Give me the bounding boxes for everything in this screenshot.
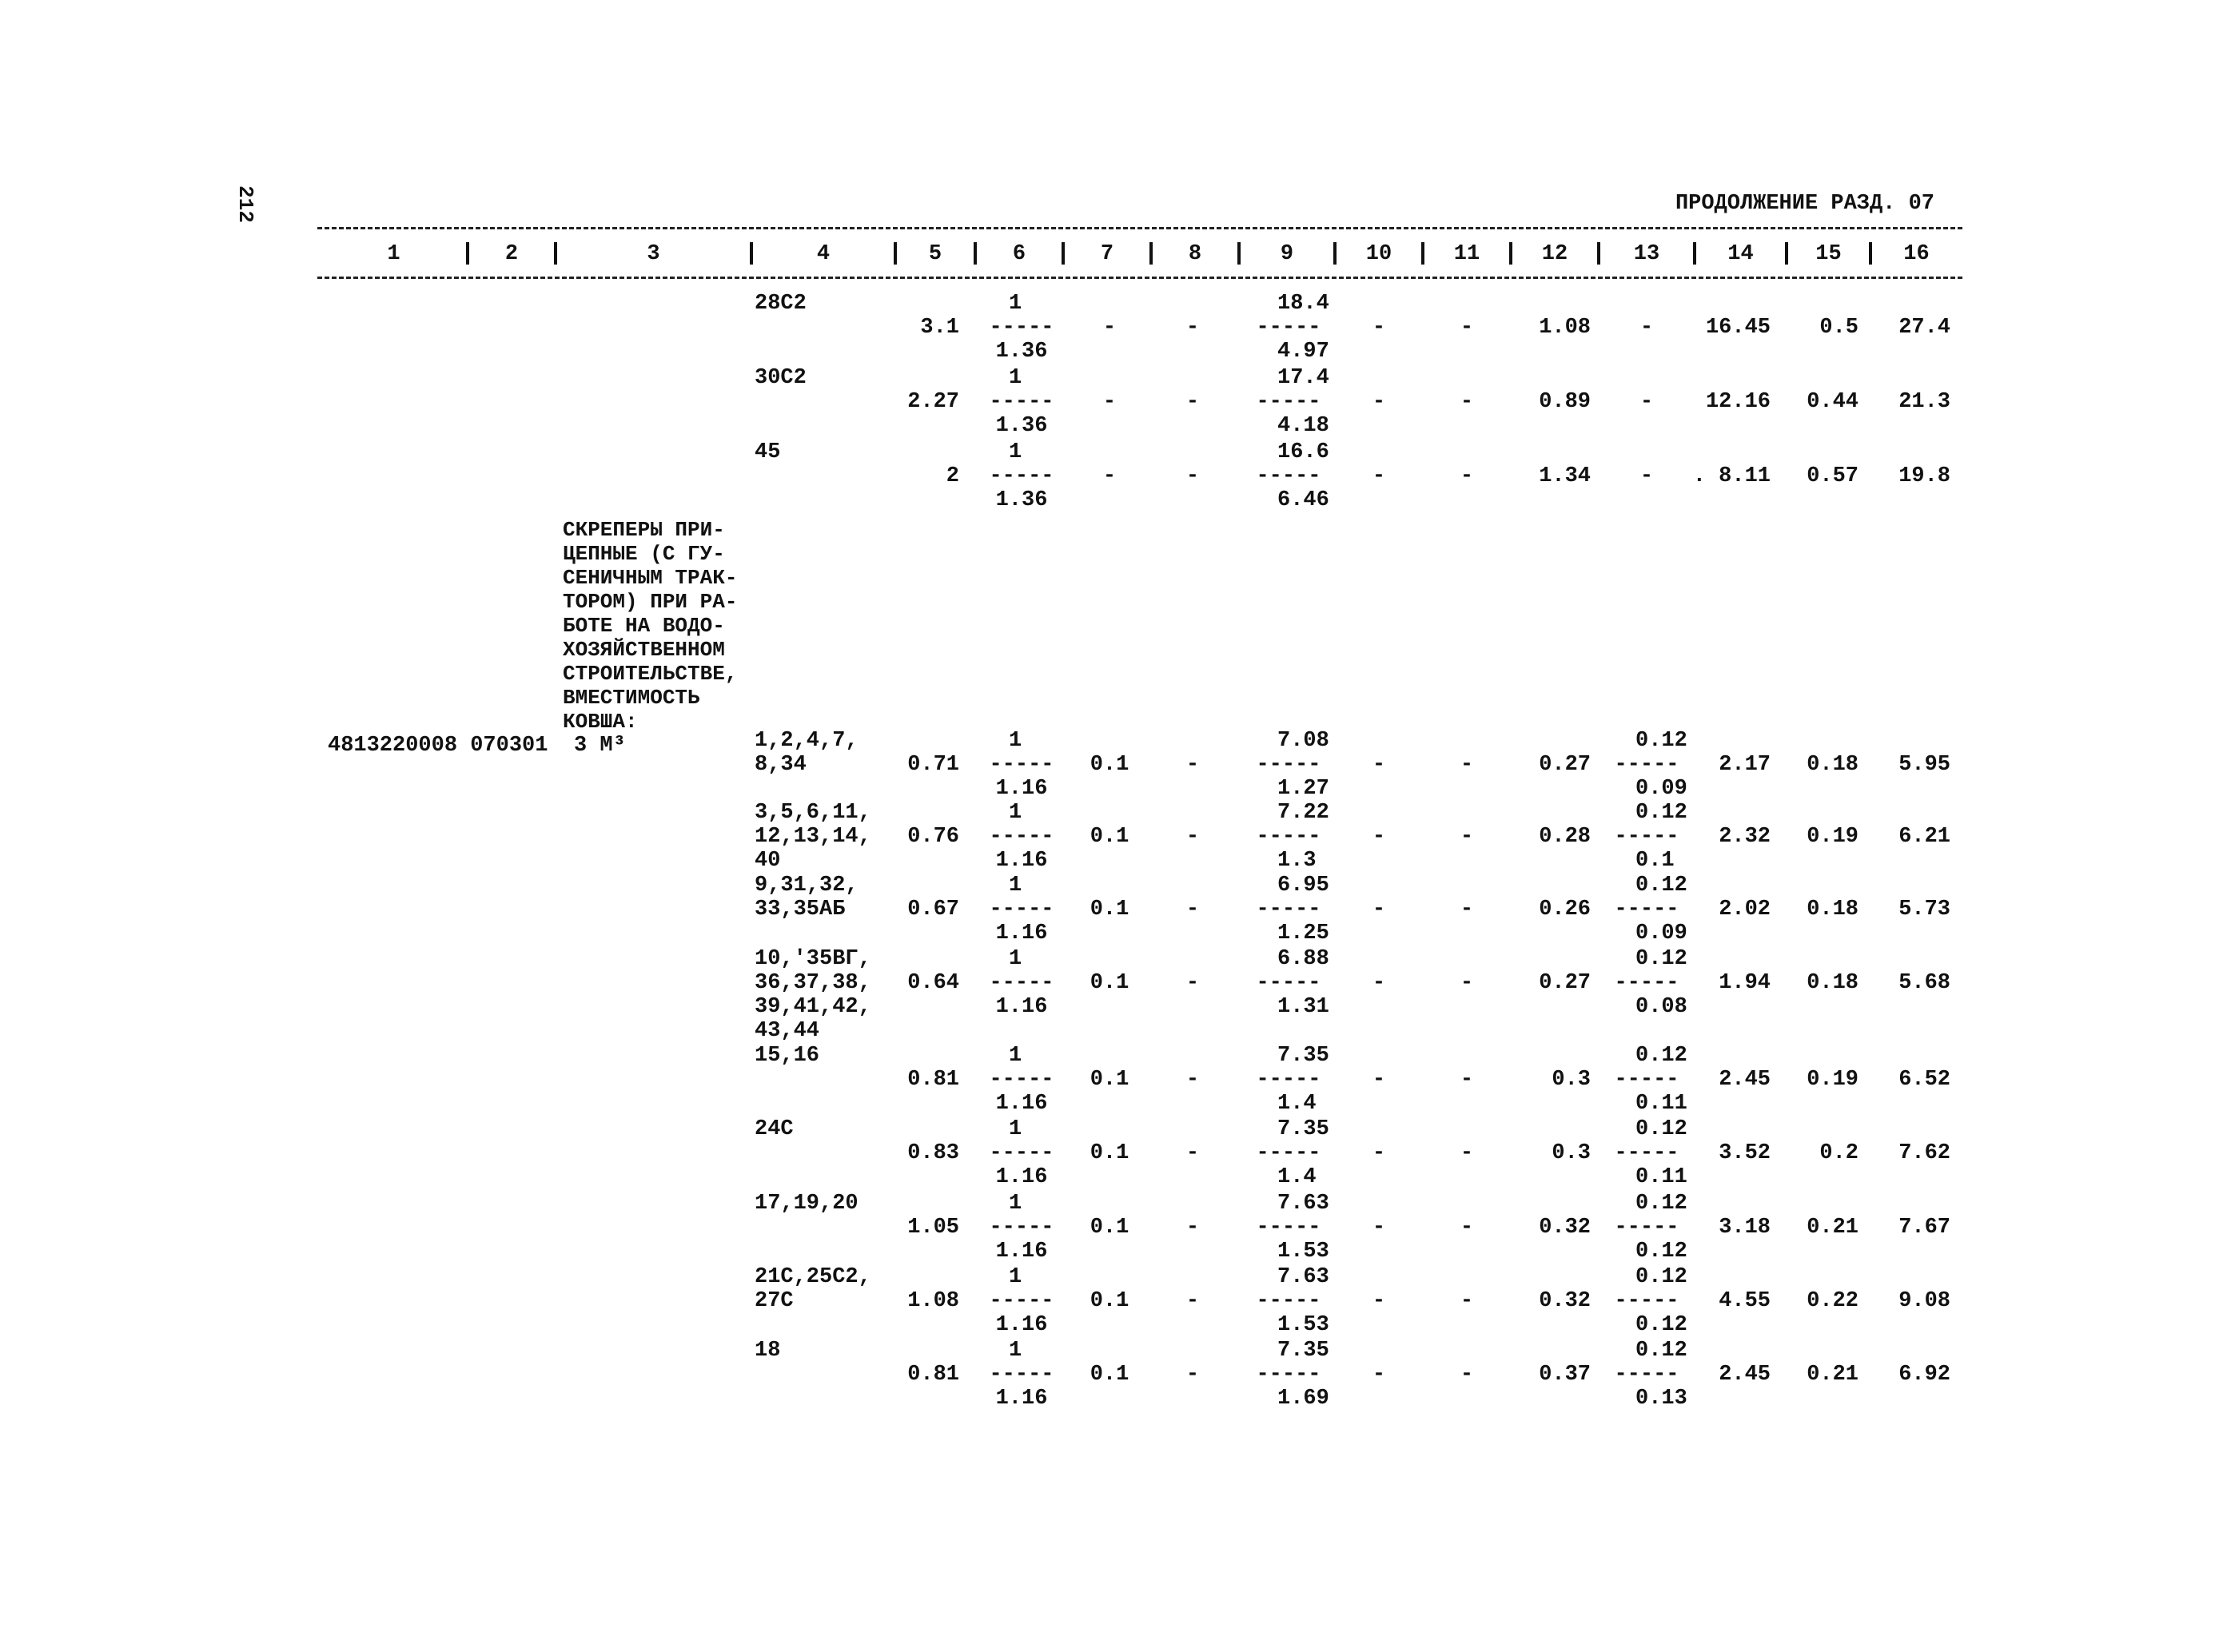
col6-denominator: 1.36 xyxy=(995,414,1048,438)
col6-denominator: 1.36 xyxy=(995,488,1048,512)
col9-fraction-bar: ----- xyxy=(1256,1141,1321,1165)
col13-fraction-bar: ----- xyxy=(1614,971,1679,995)
col13-numerator: 0.12 xyxy=(1635,1117,1687,1141)
col8-value: - xyxy=(1185,1068,1200,1092)
col9-numerator: 7.35 xyxy=(1277,1044,1329,1068)
col9-numerator: 6.88 xyxy=(1277,947,1329,971)
col10-value: - xyxy=(1372,753,1386,777)
col13-numerator: 0.12 xyxy=(1635,1339,1687,1363)
col16-value: 6.21 xyxy=(1898,825,1950,849)
col8-value: - xyxy=(1185,1363,1200,1387)
col7-value: 0.1 xyxy=(1090,753,1129,777)
col15-value: 0.57 xyxy=(1807,464,1858,488)
col12-value: 0.26 xyxy=(1539,898,1591,922)
col9-fraction-bar: ----- xyxy=(1256,464,1321,488)
col16-value: 7.62 xyxy=(1898,1141,1950,1165)
col14-value: 16.45 xyxy=(1705,316,1771,340)
column-header-3: 3 xyxy=(647,242,660,266)
col13-value: - xyxy=(1639,464,1654,488)
col9-denominator: 4.97 xyxy=(1277,340,1329,364)
col7-value: 0.1 xyxy=(1090,971,1129,995)
col6-numerator: 1 xyxy=(1009,440,1022,464)
col6-numerator: 1 xyxy=(1009,1265,1022,1289)
col9-fraction-bar: ----- xyxy=(1256,753,1321,777)
col5-value: 0.67 xyxy=(907,898,959,922)
bucket-capacity: 3 М³ xyxy=(574,734,626,758)
column-header-9: 9 xyxy=(1280,242,1294,266)
col13-denominator: 0.09 xyxy=(1635,922,1687,945)
col10-value: - xyxy=(1372,316,1386,340)
column-header-15: 15 xyxy=(1815,242,1842,266)
column-separator xyxy=(894,242,897,265)
col15-value: 0.19 xyxy=(1807,1068,1858,1092)
col15-value: 0.21 xyxy=(1807,1363,1858,1387)
col13-numerator: 0.12 xyxy=(1635,1265,1687,1289)
col12-value: 0.28 xyxy=(1539,825,1591,849)
column-header-10: 10 xyxy=(1365,242,1392,266)
col9-denominator: 1.25 xyxy=(1277,922,1329,945)
col9-fraction-bar: ----- xyxy=(1256,825,1321,849)
col6-numerator: 1 xyxy=(1009,801,1022,825)
col9-fraction-bar: ----- xyxy=(1256,390,1321,414)
col9-numerator: 7.35 xyxy=(1277,1339,1329,1363)
col11-value: - xyxy=(1460,390,1474,414)
col14-value: 2.32 xyxy=(1719,825,1771,849)
machine-numbers: 9,31,32, 33,35АБ xyxy=(755,874,859,922)
col9-denominator: 1.53 xyxy=(1277,1240,1329,1264)
col8-value: - xyxy=(1185,971,1200,995)
col12-value: 0.3 xyxy=(1552,1068,1591,1092)
col13-numerator: 0.12 xyxy=(1635,1044,1687,1068)
col5-value: 0.83 xyxy=(907,1141,959,1165)
col10-value: - xyxy=(1372,1216,1386,1240)
col14-value: . 8.11 xyxy=(1692,464,1771,488)
col6-fraction-bar: ----- xyxy=(989,390,1054,414)
col6-fraction-bar: ----- xyxy=(989,753,1054,777)
col6-numerator: 1 xyxy=(1009,729,1022,753)
col8-value: - xyxy=(1185,825,1200,849)
column-separator xyxy=(1421,242,1424,265)
col5-value: 0.81 xyxy=(907,1363,959,1387)
col9-numerator: 6.95 xyxy=(1277,874,1329,898)
machine-numbers: 28С2 xyxy=(755,292,807,316)
col11-value: - xyxy=(1460,1141,1474,1165)
col9-denominator: 1.27 xyxy=(1277,777,1329,801)
col12-value: 0.37 xyxy=(1539,1363,1591,1387)
col6-numerator: 1 xyxy=(1009,947,1022,971)
col5-value: 2 xyxy=(946,464,959,488)
col13-numerator: 0.12 xyxy=(1635,1192,1687,1216)
col16-value: 27.4 xyxy=(1898,316,1950,340)
col11-value: - xyxy=(1460,464,1474,488)
col10-value: - xyxy=(1372,390,1386,414)
col6-fraction-bar: ----- xyxy=(989,1141,1054,1165)
col13-denominator: 0.08 xyxy=(1635,995,1687,1019)
column-header-8: 8 xyxy=(1188,242,1202,266)
col9-numerator: 16.6 xyxy=(1277,440,1329,464)
col5-value: 0.76 xyxy=(907,825,959,849)
col9-numerator: 7.63 xyxy=(1277,1192,1329,1216)
machine-numbers: 21С,25С2, 27С xyxy=(755,1265,871,1313)
col14-value: 4.55 xyxy=(1719,1289,1771,1313)
col10-value: - xyxy=(1372,1289,1386,1313)
col9-numerator: 18.4 xyxy=(1277,292,1329,316)
machine-numbers: 3,5,6,11, 12,13,14, 40 xyxy=(755,801,871,873)
col13-numerator: 0.12 xyxy=(1635,801,1687,825)
col15-value: 0.18 xyxy=(1807,753,1858,777)
col9-fraction-bar: ----- xyxy=(1256,898,1321,922)
col9-numerator: 7.63 xyxy=(1277,1265,1329,1289)
col9-fraction-bar: ----- xyxy=(1256,971,1321,995)
col9-denominator: 1.31 xyxy=(1277,995,1329,1019)
col13-numerator: 0.12 xyxy=(1635,874,1687,898)
column-header-7: 7 xyxy=(1100,242,1114,266)
col9-fraction-bar: ----- xyxy=(1256,316,1321,340)
col16-value: 6.52 xyxy=(1898,1068,1950,1092)
col6-fraction-bar: ----- xyxy=(989,825,1054,849)
col6-fraction-bar: ----- xyxy=(989,316,1054,340)
col6-numerator: 1 xyxy=(1009,366,1022,390)
machine-numbers: 17,19,20 xyxy=(755,1192,859,1216)
col16-value: 7.67 xyxy=(1898,1216,1950,1240)
col6-numerator: 1 xyxy=(1009,292,1022,316)
col7-value: 0.1 xyxy=(1090,1363,1129,1387)
col13-denominator: 0.09 xyxy=(1635,777,1687,801)
col13-denominator: 0.12 xyxy=(1635,1240,1687,1264)
col10-value: - xyxy=(1372,1363,1386,1387)
col10-value: - xyxy=(1372,971,1386,995)
col7-value: - xyxy=(1102,390,1117,414)
col8-value: - xyxy=(1185,464,1200,488)
col5-value: 0.81 xyxy=(907,1068,959,1092)
col15-value: 0.44 xyxy=(1807,390,1858,414)
col13-fraction-bar: ----- xyxy=(1614,753,1679,777)
col13-denominator: 0.11 xyxy=(1635,1165,1687,1189)
col14-value: 1.94 xyxy=(1719,971,1771,995)
machine-numbers: 45 xyxy=(755,440,781,464)
col6-fraction-bar: ----- xyxy=(989,1289,1054,1313)
col13-denominator: 0.12 xyxy=(1635,1313,1687,1337)
col12-value: 1.08 xyxy=(1539,316,1591,340)
col9-denominator: 1.4 xyxy=(1277,1092,1317,1116)
col5-value: 1.05 xyxy=(907,1216,959,1240)
col7-value: 0.1 xyxy=(1090,825,1129,849)
col15-value: 0.19 xyxy=(1807,825,1858,849)
column-separator xyxy=(1509,242,1512,265)
machine-numbers: 24С xyxy=(755,1117,794,1141)
column-header-5: 5 xyxy=(928,242,942,266)
col15-value: 0.21 xyxy=(1807,1216,1858,1240)
column-separator xyxy=(1062,242,1065,265)
column-separator xyxy=(750,242,753,265)
column-header-12: 12 xyxy=(1541,242,1568,266)
col9-numerator: 7.22 xyxy=(1277,801,1329,825)
col12-value: 0.32 xyxy=(1539,1216,1591,1240)
col5-value: 3.1 xyxy=(920,316,959,340)
col9-numerator: 17.4 xyxy=(1277,366,1329,390)
col16-value: 9.08 xyxy=(1898,1289,1950,1313)
col8-value: - xyxy=(1185,753,1200,777)
col15-value: 0.18 xyxy=(1807,898,1858,922)
group-description: СКРЕПЕРЫ ПРИ- ЦЕПНЫЕ (С ГУ- СЕНИЧНЫМ ТРАК- ТОРОМ) ПРИ РА- БОТЕ НА ВОДО- ХОЗЯЙСТВЕННОМ СТРОИТЕЛЬСТВЕ, ВМЕСТИМОСТЬ КОВША: xyxy=(563,518,738,734)
col9-fraction-bar: ----- xyxy=(1256,1216,1321,1240)
col7-value: 0.1 xyxy=(1090,1068,1129,1092)
col13-value: - xyxy=(1639,390,1654,414)
col7-value: 0.1 xyxy=(1090,1289,1129,1313)
col6-denominator: 1.16 xyxy=(995,1165,1048,1189)
col14-value: 2.45 xyxy=(1719,1068,1771,1092)
col7-value: 0.1 xyxy=(1090,1141,1129,1165)
col9-numerator: 7.35 xyxy=(1277,1117,1329,1141)
col11-value: - xyxy=(1460,1363,1474,1387)
col16-value: 19.8 xyxy=(1898,464,1950,488)
col8-value: - xyxy=(1185,1141,1200,1165)
col10-value: - xyxy=(1372,825,1386,849)
column-separator xyxy=(554,242,557,265)
col6-fraction-bar: ----- xyxy=(989,464,1054,488)
col11-value: - xyxy=(1460,316,1474,340)
machine-numbers: 18 xyxy=(755,1339,781,1363)
col13-denominator: 0.11 xyxy=(1635,1092,1687,1116)
col13-fraction-bar: ----- xyxy=(1614,1216,1679,1240)
continuation-title: ПРОДОЛЖЕНИЕ РАЗД. 07 xyxy=(1675,192,1934,216)
col11-value: - xyxy=(1460,1068,1474,1092)
col16-value: 5.95 xyxy=(1898,753,1950,777)
col9-denominator: 1.3 xyxy=(1277,849,1317,873)
col16-value: 6.92 xyxy=(1898,1363,1950,1387)
col14-value: 12.16 xyxy=(1705,390,1771,414)
col10-value: - xyxy=(1372,1068,1386,1092)
col9-denominator: 4.18 xyxy=(1277,414,1329,438)
col14-value: 2.02 xyxy=(1719,898,1771,922)
col6-denominator: 1.16 xyxy=(995,1240,1048,1264)
col12-value: 0.3 xyxy=(1552,1141,1591,1165)
column-separator xyxy=(466,242,469,265)
col12-value: 0.32 xyxy=(1539,1289,1591,1313)
machine-numbers: 1,2,4,7, 8,34 xyxy=(755,729,859,777)
machine-numbers: 10,'35ВГ, 36,37,38, 39,41,42, 43,44 xyxy=(755,947,871,1043)
col9-denominator: 1.4 xyxy=(1277,1165,1317,1189)
col13-numerator: 0.12 xyxy=(1635,947,1687,971)
col12-value: 0.27 xyxy=(1539,971,1591,995)
col6-denominator: 1.16 xyxy=(995,849,1048,873)
col7-value: 0.1 xyxy=(1090,898,1129,922)
col7-value: - xyxy=(1102,316,1117,340)
col6-denominator: 1.16 xyxy=(995,995,1048,1019)
col10-value: - xyxy=(1372,1141,1386,1165)
column-header-13: 13 xyxy=(1633,242,1660,266)
col14-value: 3.52 xyxy=(1719,1141,1771,1165)
col8-value: - xyxy=(1185,316,1200,340)
col6-numerator: 1 xyxy=(1009,1044,1022,1068)
col6-denominator: 1.16 xyxy=(995,1387,1048,1411)
col11-value: - xyxy=(1460,825,1474,849)
col15-value: 0.18 xyxy=(1807,971,1858,995)
header-bottom-rule xyxy=(317,277,1962,279)
column-separator xyxy=(1149,242,1153,265)
machine-numbers: 15,16 xyxy=(755,1044,820,1068)
col11-value: - xyxy=(1460,1289,1474,1313)
header-top-rule xyxy=(317,227,1962,229)
column-header-6: 6 xyxy=(1012,242,1026,266)
col9-denominator: 6.46 xyxy=(1277,488,1329,512)
column-header-14: 14 xyxy=(1727,242,1754,266)
col8-value: - xyxy=(1185,390,1200,414)
column-separator xyxy=(974,242,977,265)
col16-value: 21.3 xyxy=(1898,390,1950,414)
col11-value: - xyxy=(1460,1216,1474,1240)
col5-value: 2.27 xyxy=(907,390,959,414)
col6-numerator: 1 xyxy=(1009,1117,1022,1141)
col12-value: 0.89 xyxy=(1539,390,1591,414)
col11-value: - xyxy=(1460,971,1474,995)
col6-fraction-bar: ----- xyxy=(989,898,1054,922)
col13-fraction-bar: ----- xyxy=(1614,1363,1679,1387)
col6-denominator: 1.16 xyxy=(995,1092,1048,1116)
col6-numerator: 1 xyxy=(1009,1192,1022,1216)
col15-value: 0.2 xyxy=(1819,1141,1858,1165)
col9-fraction-bar: ----- xyxy=(1256,1363,1321,1387)
column-separator xyxy=(1785,242,1788,265)
col8-value: - xyxy=(1185,1216,1200,1240)
col7-value: 0.1 xyxy=(1090,1216,1129,1240)
col6-fraction-bar: ----- xyxy=(989,971,1054,995)
col7-value: - xyxy=(1102,464,1117,488)
page-number: 212 xyxy=(233,185,257,223)
col13-fraction-bar: ----- xyxy=(1614,825,1679,849)
col9-fraction-bar: ----- xyxy=(1256,1289,1321,1313)
col13-denominator: 0.1 xyxy=(1635,849,1675,873)
col10-value: - xyxy=(1372,464,1386,488)
col11-value: - xyxy=(1460,898,1474,922)
column-header-4: 4 xyxy=(816,242,831,266)
column-header-16: 16 xyxy=(1903,242,1930,266)
col5-value: 0.64 xyxy=(907,971,959,995)
col5-value: 0.71 xyxy=(907,753,959,777)
col15-value: 0.5 xyxy=(1819,316,1858,340)
col11-value: - xyxy=(1460,753,1474,777)
column-separator xyxy=(1333,242,1337,265)
col6-fraction-bar: ----- xyxy=(989,1363,1054,1387)
col6-denominator: 1.16 xyxy=(995,1313,1048,1337)
col15-value: 0.22 xyxy=(1807,1289,1858,1313)
col6-fraction-bar: ----- xyxy=(989,1068,1054,1092)
col13-fraction-bar: ----- xyxy=(1614,898,1679,922)
column-header-2: 2 xyxy=(504,242,519,266)
col9-fraction-bar: ----- xyxy=(1256,1068,1321,1092)
col6-denominator: 1.16 xyxy=(995,922,1048,945)
col16-value: 5.73 xyxy=(1898,898,1950,922)
col5-value: 1.08 xyxy=(907,1289,959,1313)
col13-denominator: 0.13 xyxy=(1635,1387,1687,1411)
column-separator xyxy=(1693,242,1696,265)
column-header-1: 1 xyxy=(387,242,400,266)
col6-denominator: 1.36 xyxy=(995,340,1048,364)
machine-numbers: 30С2 xyxy=(755,366,807,390)
col16-value: 5.68 xyxy=(1898,971,1950,995)
col10-value: - xyxy=(1372,898,1386,922)
col14-value: 2.17 xyxy=(1719,753,1771,777)
col13-value: - xyxy=(1639,316,1654,340)
col12-value: 0.27 xyxy=(1539,753,1591,777)
col6-fraction-bar: ----- xyxy=(989,1216,1054,1240)
col6-numerator: 1 xyxy=(1009,874,1022,898)
col12-value: 1.34 xyxy=(1539,464,1591,488)
col9-numerator: 7.08 xyxy=(1277,729,1329,753)
col14-value: 2.45 xyxy=(1719,1363,1771,1387)
col8-value: - xyxy=(1185,1289,1200,1313)
column-header-11: 11 xyxy=(1453,242,1480,266)
col13-fraction-bar: ----- xyxy=(1614,1068,1679,1092)
col13-fraction-bar: ----- xyxy=(1614,1289,1679,1313)
group-code: 4813220008 070301 xyxy=(328,734,548,758)
column-separator xyxy=(1597,242,1600,265)
col8-value: - xyxy=(1185,898,1200,922)
col6-numerator: 1 xyxy=(1009,1339,1022,1363)
col14-value: 3.18 xyxy=(1719,1216,1771,1240)
col13-numerator: 0.12 xyxy=(1635,729,1687,753)
col9-denominator: 1.53 xyxy=(1277,1313,1329,1337)
col9-denominator: 1.69 xyxy=(1277,1387,1329,1411)
col13-fraction-bar: ----- xyxy=(1614,1141,1679,1165)
col6-denominator: 1.16 xyxy=(995,777,1048,801)
column-separator xyxy=(1237,242,1241,265)
column-separator xyxy=(1869,242,1872,265)
